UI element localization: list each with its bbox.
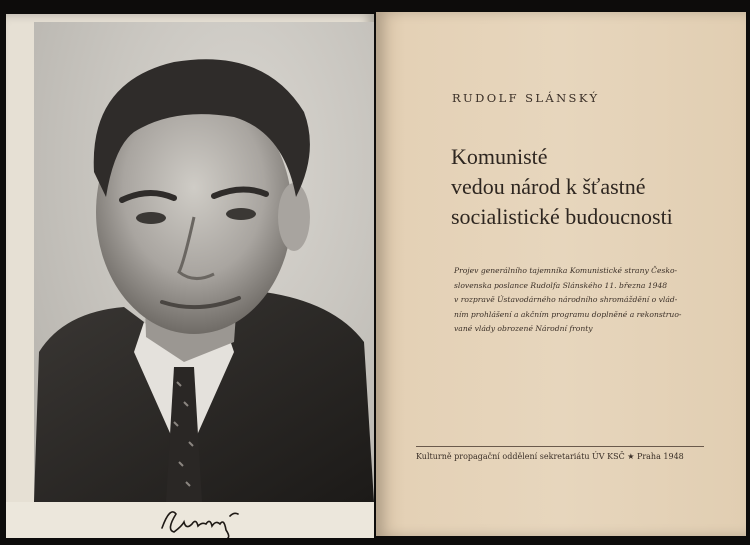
left-page	[6, 14, 374, 538]
right-page	[376, 12, 746, 536]
title-line: Komunisté	[451, 144, 548, 169]
booklet-title	[451, 142, 741, 232]
portrait-photo	[34, 22, 374, 502]
signature-strip	[6, 502, 374, 538]
speech-description	[454, 264, 706, 337]
description-line: Projev generálního tajemníka Komunistické strany Česko-	[454, 266, 678, 275]
description-line: slovenska poslance Rudolfa Slánského 11. března 1948	[454, 280, 668, 290]
signature-image	[156, 504, 256, 538]
divider-line	[416, 446, 704, 447]
title-line: socialistické budoucnosti	[451, 204, 673, 229]
description-line: ním prohlášení a akčním programu doplněné a rekonstruo-	[454, 309, 682, 319]
publisher-line: Kulturně propagační oddělení sekretariátu ÚV KSČ ★ Praha 1948	[416, 452, 684, 461]
author-name: RUDOLF SLÁNSKÝ	[452, 91, 600, 105]
portrait-illustration	[34, 22, 374, 502]
description-line: v rozpravě Ústavodárného národního shromáždění o vlád-	[454, 295, 678, 305]
title-line: vedou národ k šťastné	[451, 174, 646, 199]
description-line: vané vlády obrozené Národní fronty	[454, 324, 593, 334]
